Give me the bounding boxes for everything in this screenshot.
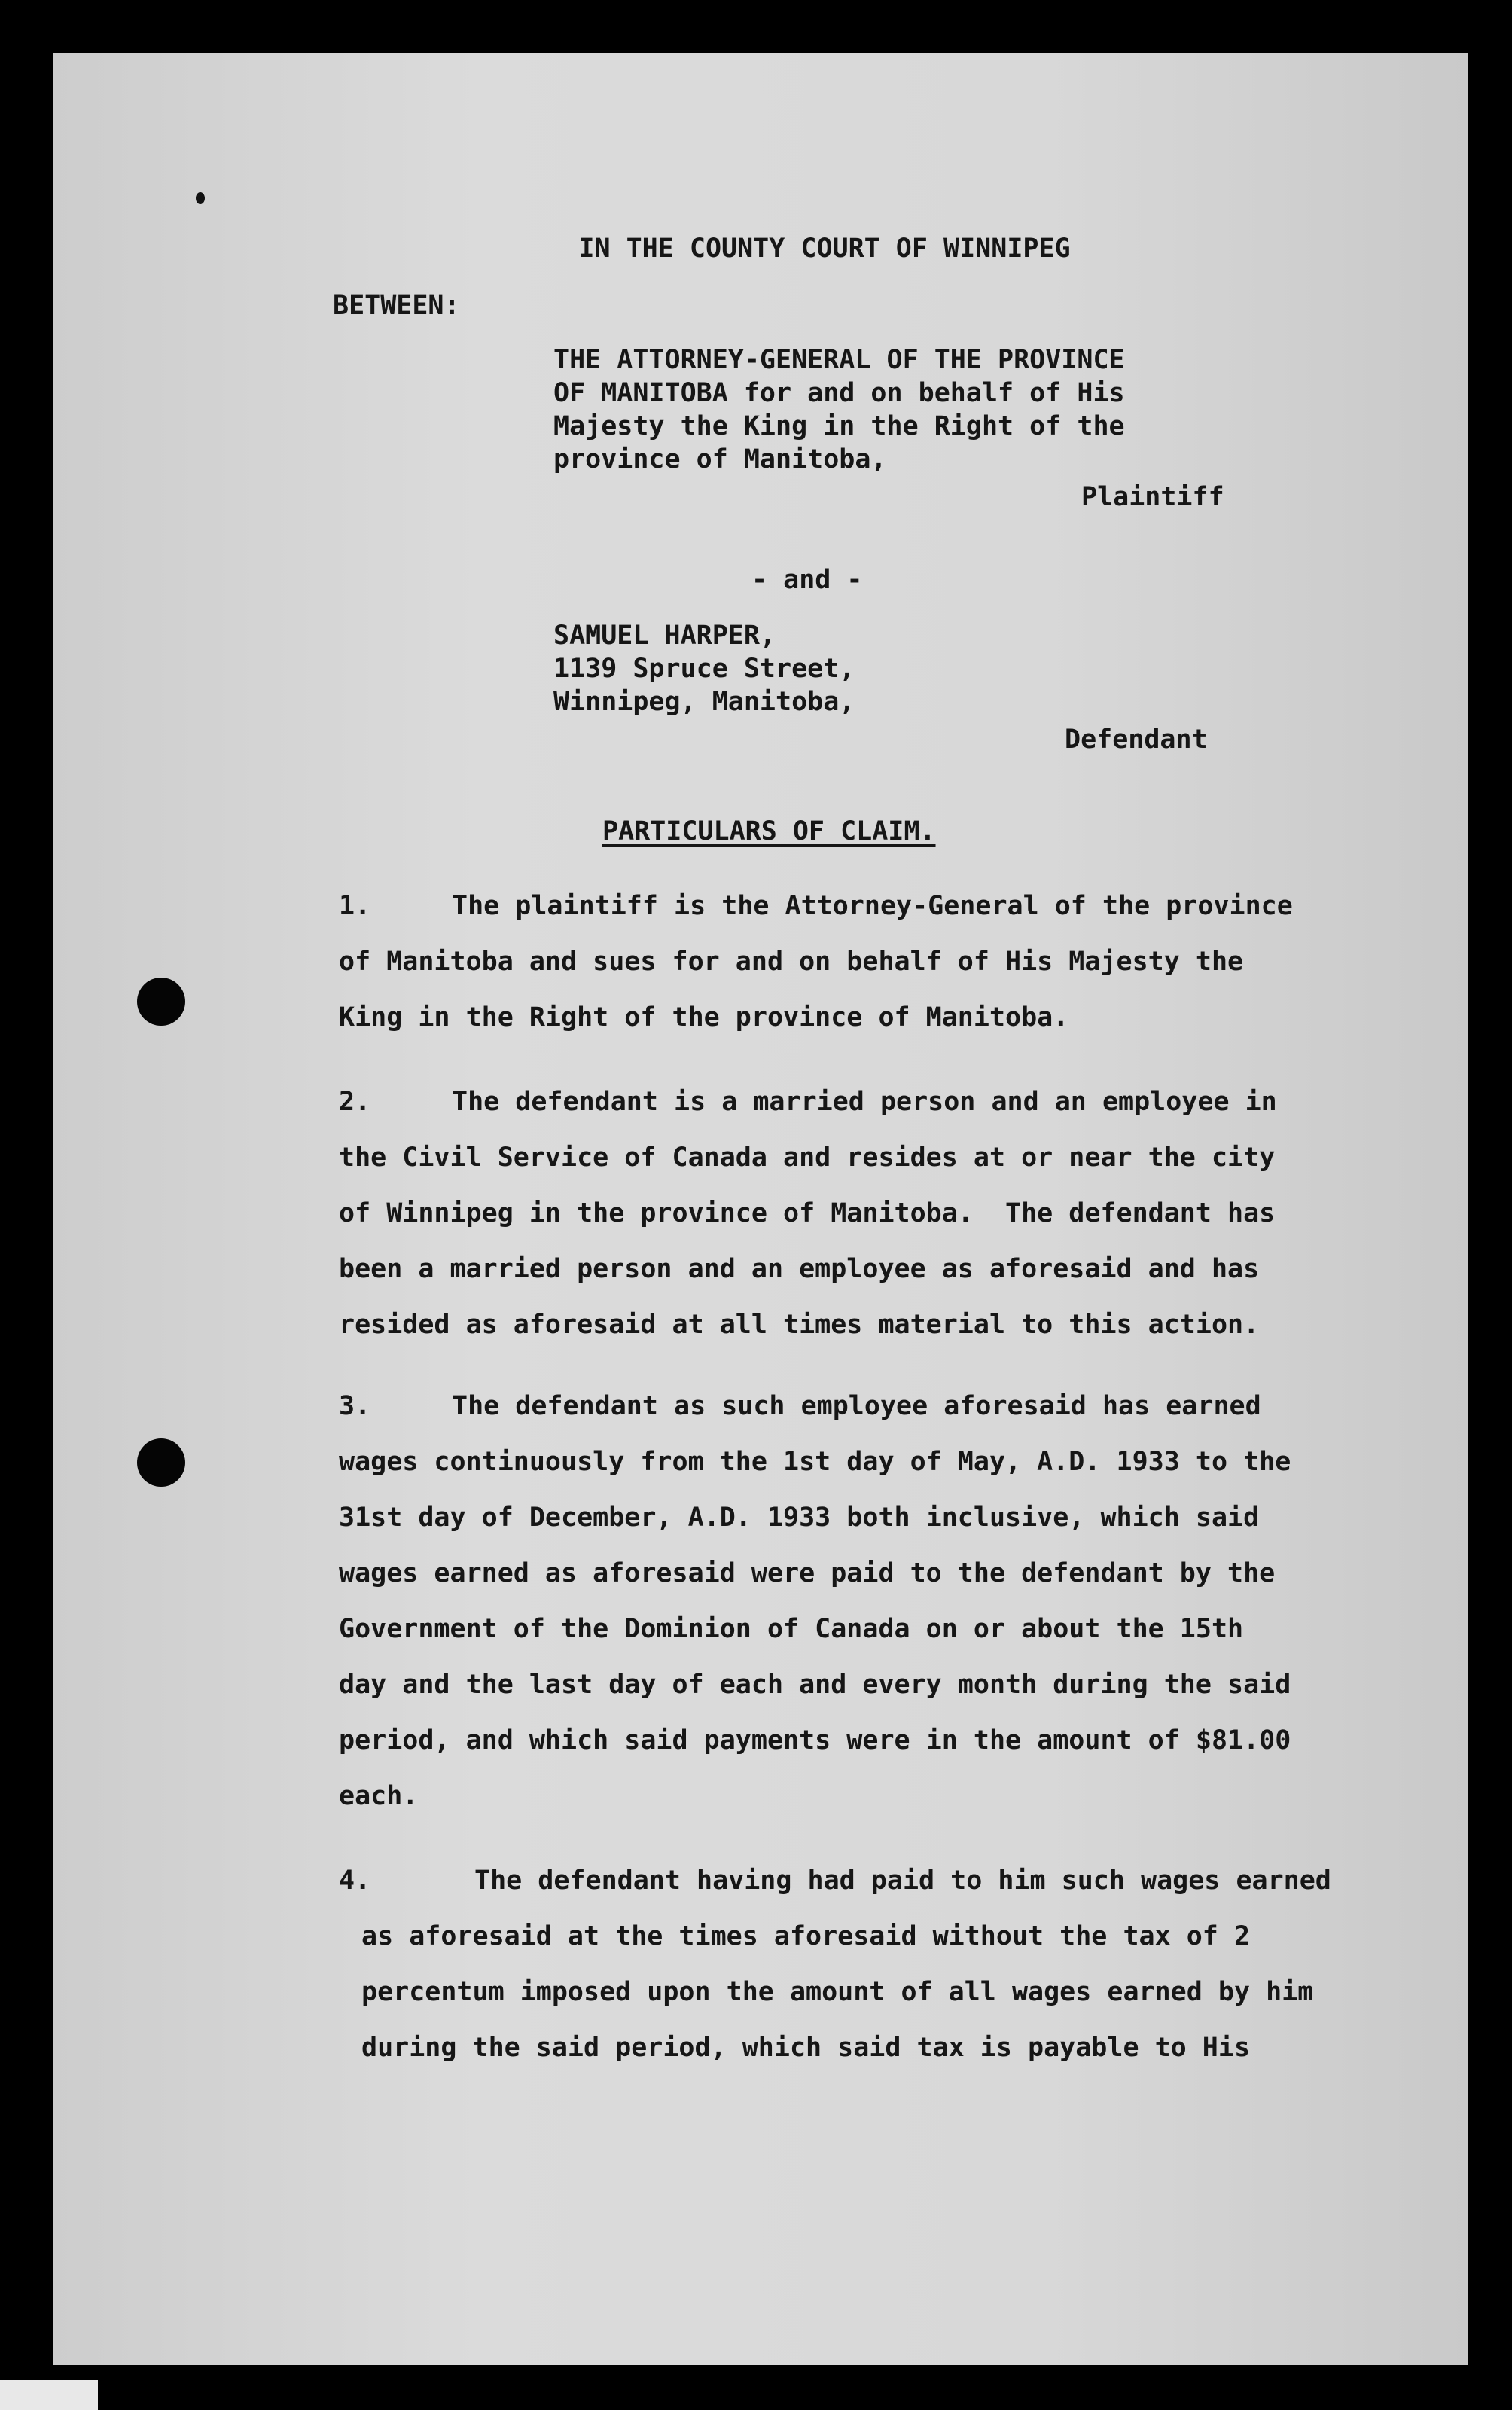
- plaintiff-line: Majesty the King in the Right of the: [553, 411, 1125, 441]
- punch-hole-top: [137, 978, 185, 1026]
- plaintiff-line: THE ATTORNEY-GENERAL OF THE PROVINCE: [553, 345, 1125, 375]
- defendant-line: Winnipeg, Manitoba,: [553, 687, 855, 717]
- scan-corner-tab: [0, 2380, 98, 2410]
- paragraph-line: day and the last day of each and every month during the said: [339, 1670, 1291, 1700]
- defendant-role: Defendant: [1065, 725, 1208, 755]
- paragraph-line: The defendant having had paid to him such wages earned: [474, 1865, 1331, 1896]
- paragraph-line: 31st day of December, A.D. 1933 both inclusive, which said: [339, 1502, 1260, 1533]
- paragraph-line: wages continuously from the 1st day of May, A.D. 1933 to the: [339, 1447, 1291, 1477]
- defendant-line: 1139 Spruce Street,: [553, 654, 855, 684]
- paragraph-number: 1.: [339, 891, 371, 921]
- plaintiff-line: OF MANITOBA for and on behalf of His: [553, 378, 1125, 408]
- paragraph-line: of Manitoba and sues for and on behalf of His Majesty the: [339, 947, 1244, 977]
- paragraph-line: as aforesaid at the times aforesaid without the tax of 2: [361, 1921, 1251, 1951]
- plaintiff-role: Plaintiff: [1081, 482, 1224, 512]
- paragraph-line: each.: [339, 1781, 419, 1811]
- document-page: [53, 53, 1468, 2365]
- paragraph-line: The defendant as such employee aforesaid has earned: [452, 1391, 1261, 1421]
- court-heading: IN THE COUNTY COURT OF WINNIPEG: [578, 233, 1071, 264]
- and-separator: - and -: [751, 565, 863, 595]
- paragraph-line: resided as aforesaid at all times material to this action.: [339, 1310, 1260, 1340]
- plaintiff-line: province of Manitoba,: [553, 444, 887, 474]
- paragraph-line: Government of the Dominion of Canada on or about the 15th: [339, 1614, 1244, 1644]
- paragraph-number: 3.: [339, 1391, 371, 1421]
- paragraph-line: King in the Right of the province of Manitoba.: [339, 1002, 1069, 1033]
- paragraph-line: been a married person and an employee as aforesaid and has: [339, 1254, 1260, 1284]
- paragraph-line: wages earned as aforesaid were paid to the defendant by the: [339, 1558, 1276, 1588]
- paragraph-line: of Winnipeg in the province of Manitoba. The defendant has: [339, 1198, 1276, 1228]
- section-title: PARTICULARS OF CLAIM.: [602, 816, 936, 847]
- between-label: BETWEEN:: [333, 291, 460, 321]
- paragraph-number: 2.: [339, 1087, 371, 1117]
- paragraph-line: The plaintiff is the Attorney-General of the province: [452, 891, 1293, 921]
- ink-speck: [196, 192, 205, 204]
- punch-hole-bottom: [137, 1438, 185, 1487]
- paragraph-number: 4.: [339, 1865, 371, 1896]
- paragraph-line: The defendant is a married person and an employee in: [452, 1087, 1277, 1117]
- defendant-line: SAMUEL HARPER,: [553, 621, 776, 651]
- paragraph-line: period, and which said payments were in the amount of $81.00: [339, 1725, 1291, 1756]
- paragraph-line: the Civil Service of Canada and resides at or near the city: [339, 1142, 1276, 1173]
- paragraph-line: percentum imposed upon the amount of all wages earned by him: [361, 1977, 1314, 2007]
- paragraph-line: during the said period, which said tax is payable to His: [361, 2033, 1251, 2063]
